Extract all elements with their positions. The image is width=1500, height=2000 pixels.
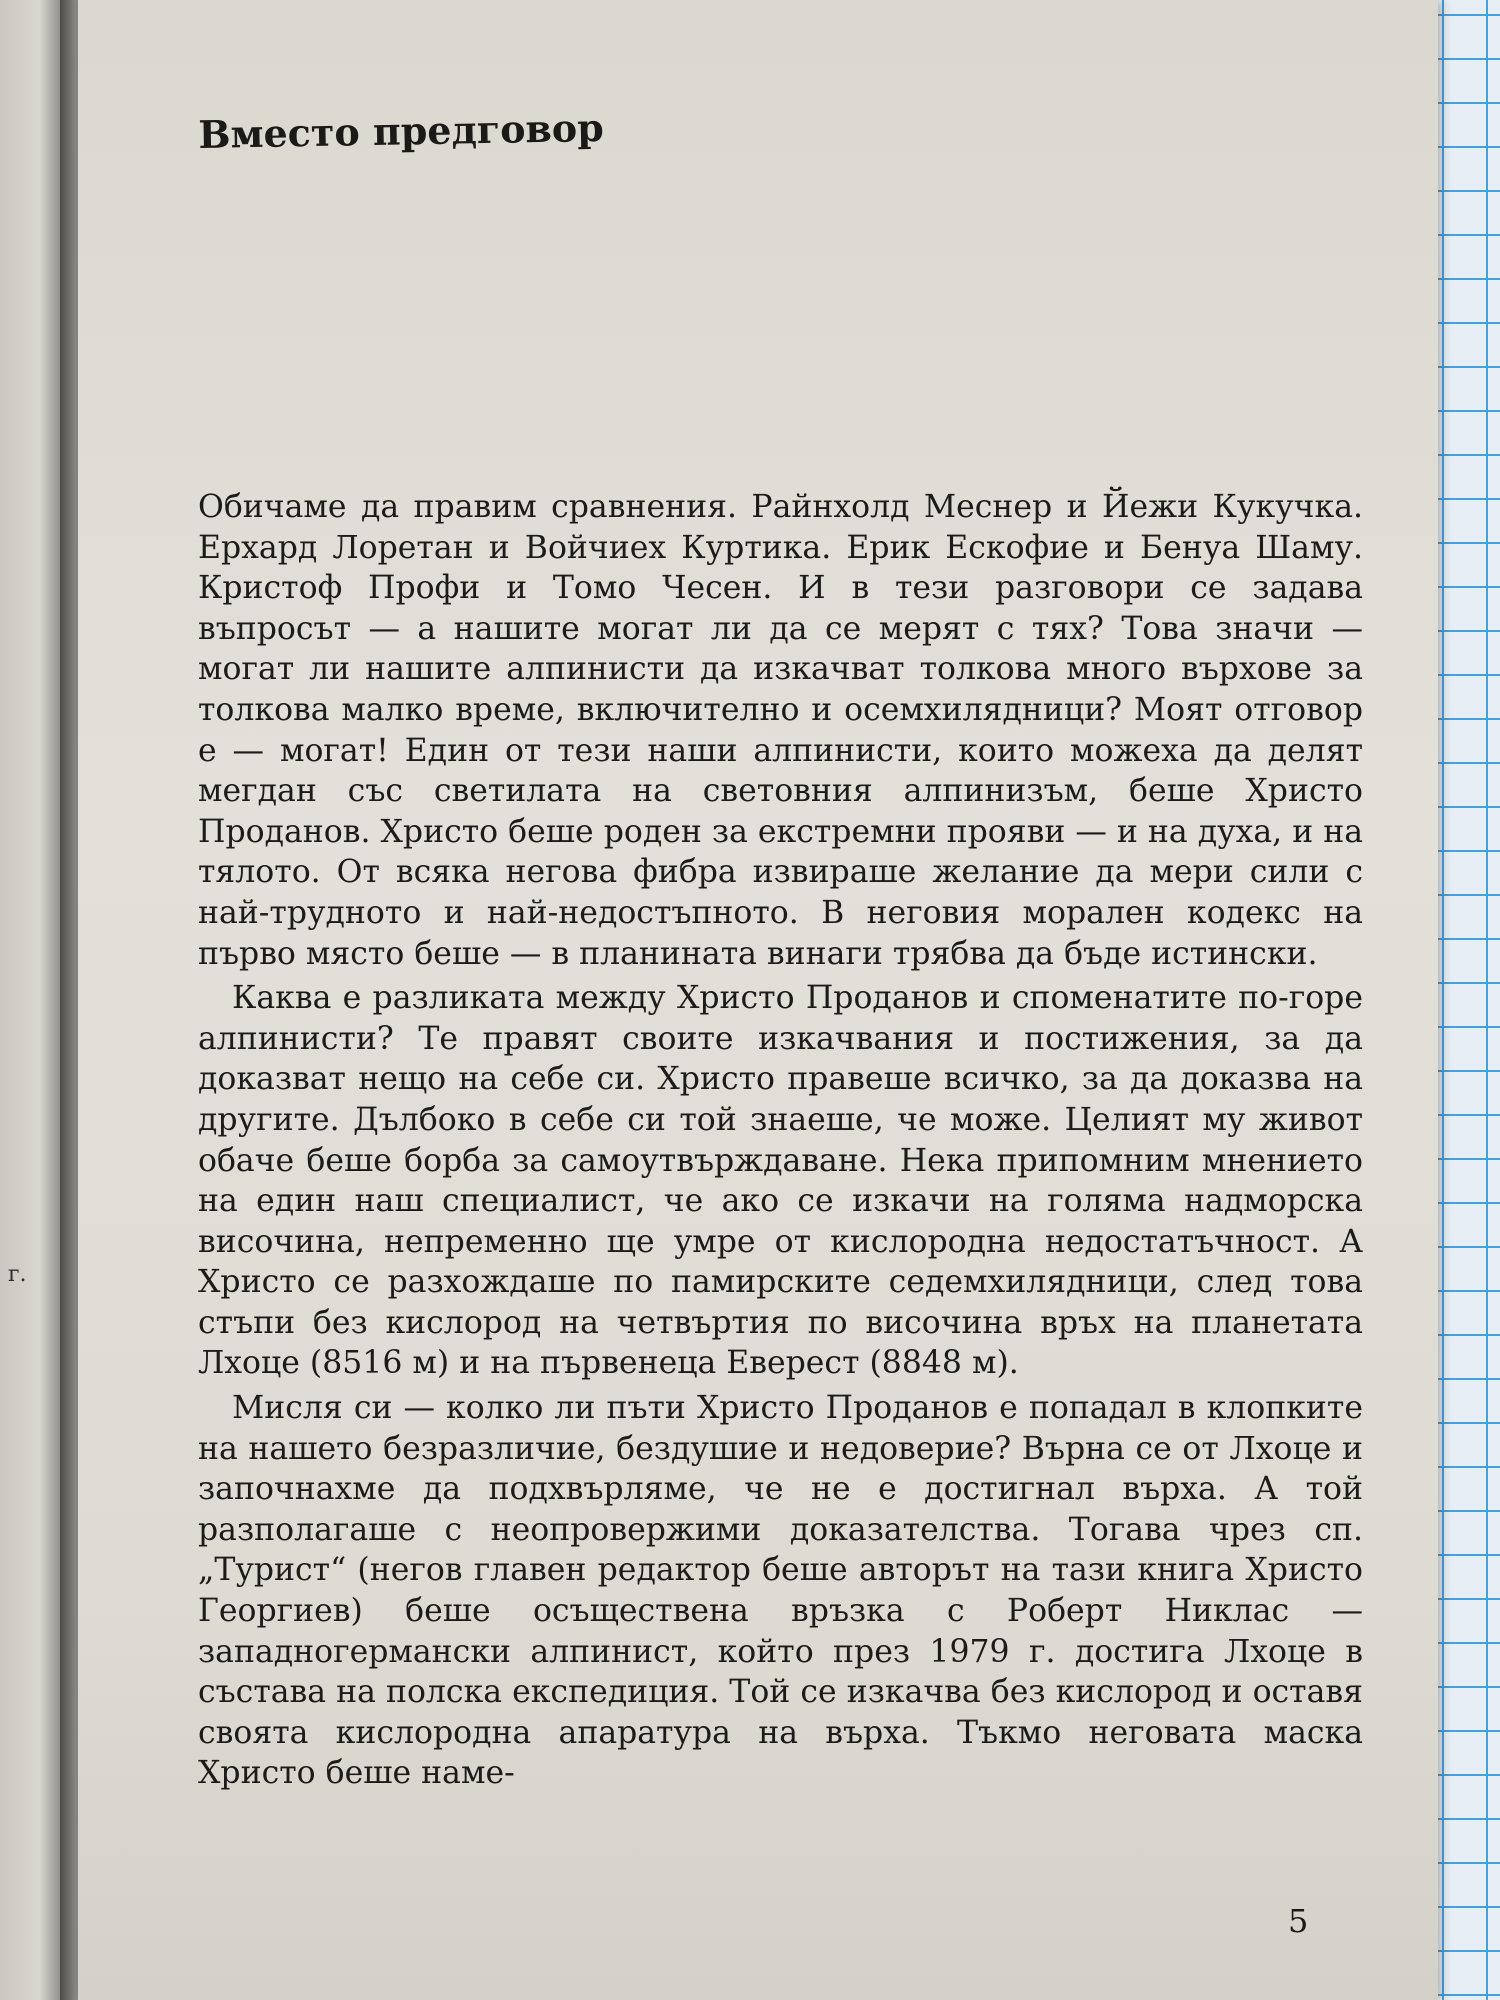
page-title: Вместо предговор: [198, 104, 605, 157]
page-number: 5: [1288, 1902, 1309, 1940]
paragraph-2: Каква е разликата между Христо Проданов и споменатите по-горе алпинисти? Те правят своите изкачвания и постижения, за да доказват нещо на себе си. Христо правеше всичко, за да доказва на другите. Дълбоко в себе си той знаеше, че може. Целият му живот обаче беше борба за самоутвърждаване. Нека припомним мнението на един наш специалист, че ако се изкачи на голяма надморска височина, непременно ще умре от кислородна недостатъчност. А Христо се разхождаше по памирските седемхилядници, след това стъпи без кислород на четвъртия по височина връх на планетата Лхоце (8516 м) и на първенеца Еверест (8848 м).: [198, 980, 1363, 1382]
previous-page-mark: г.: [8, 1262, 27, 1287]
paragraph-1: Обичаме да правим сравнения. Райнхолд Меснер и Йежи Кукучка. Ерхард Лоретан и Войчиех Куртика. Ерик Ескофие и Бенуа Шаму. Кристоф Профи и Томо Чесен. И в тези разговори се задава въпросът — а нашите могат ли да се мерят с тях? Това значи — могат ли нашите алпинисти да изкачват толкова много върхове за толкова малко време, включително и осемхилядници? Моят отговор е — могат! Един от тези наши алпинисти, които можеха да делят мегдан със светилата на световния алпинизъм, беше Христо Проданов. Христо беше роден за екстремни прояви — и на духа, и на тялото. От всяка негова фибра извираше желание да мери сили с най-трудното и най-недостъпното. В неговия морален кодекс на първо място беше — в планината винаги трябва да бъде истински.: [198, 489, 1363, 972]
paragraph-3: Мисля си — колко ли пъти Христо Проданов е попадал в клопките на нашето безразличие, бездушие и недоверие? Върна се от Лхоце и започнахме да подхвърляме, че не е достигнал върха. А той разполагаше с неопровержими доказателства. Тогава чрез сп. „Турист“ (негов главен редактор беше авторът на тази книга Христо Георгиев) беше осъществена връзка с Роберт Никлас — западногермански алпинист, който през 1979 г. достига Лхоце в състава на полска експедиция. Той се изкачва без кислород и оставя своята кислородна апаратура на върха. Тъкмо неговата маска Христо беше наме-: [198, 1390, 1363, 1792]
grid-notebook-background: [1430, 0, 1500, 2000]
body-text: [198, 487, 1363, 1798]
book-page: [78, 0, 1438, 2000]
